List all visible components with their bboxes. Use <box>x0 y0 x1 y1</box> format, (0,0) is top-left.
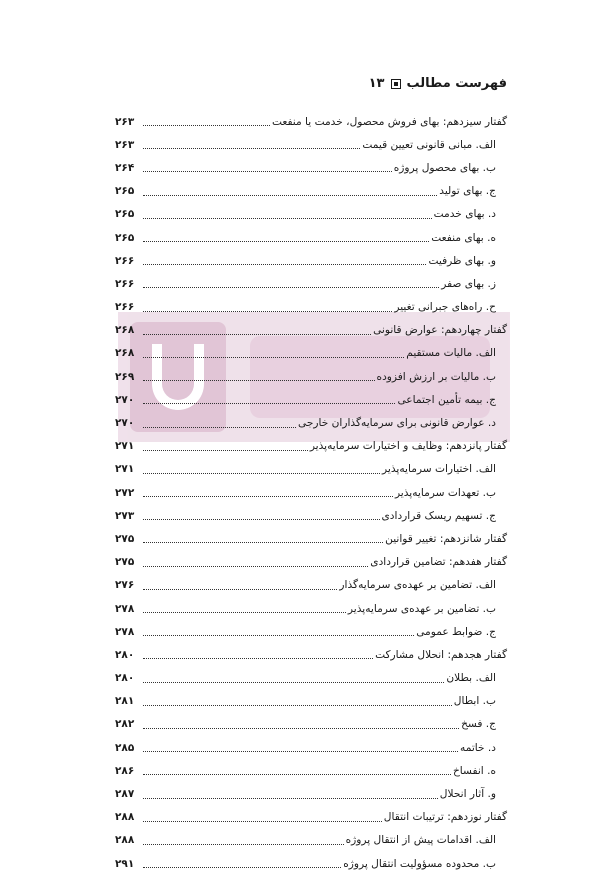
toc-dot-leader <box>143 264 426 265</box>
toc-entry <box>115 411 507 434</box>
toc-entry-page: ۲۷۶ <box>115 579 135 592</box>
toc-entry <box>115 852 507 875</box>
toc-entry <box>115 342 507 365</box>
toc-entry-title: ب. تضامین بر عهده‌ی سرمایه‌پذیر <box>347 602 496 615</box>
toc-entry-page: ۲۸۷ <box>115 788 135 801</box>
toc-entry-title: ب. تعهدات سرمایه‌پذیر <box>394 486 496 499</box>
toc-dot-leader <box>143 496 393 497</box>
toc-entry-page: ۲۶۶ <box>115 277 135 290</box>
toc-dot-leader <box>143 450 308 451</box>
toc-entry-title: گفتار سیزدهم: بهای فروش محصول، خدمت یا منفعت <box>271 115 507 128</box>
toc-dot-leader <box>143 612 346 613</box>
running-header <box>369 76 507 91</box>
toc-entry <box>115 249 507 272</box>
toc-entry-title: الف. اختیارات سرمایه‌پذیر <box>382 463 496 476</box>
toc-entry-title: د. عوارض قانونی برای سرمایه‌گذاران خارجی <box>297 417 496 430</box>
toc-entry-page: ۲۶۳ <box>115 138 135 151</box>
toc-entry-page: ۲۷۵ <box>115 556 135 569</box>
toc-dot-leader <box>143 798 438 799</box>
toc-dot-leader <box>143 519 380 520</box>
toc-entry <box>115 829 507 852</box>
toc-entry-page: ۲۶۵ <box>115 185 135 198</box>
toc-entry-page: ۲۸۸ <box>115 811 135 824</box>
toc-entry-title: گفتار شانزدهم: تغییر قوانین <box>385 532 507 545</box>
toc-entry-page: ۲۸۶ <box>115 764 135 777</box>
toc-entry <box>115 319 507 342</box>
toc-dot-leader <box>143 241 429 242</box>
toc-entry <box>115 782 507 805</box>
toc-entry-title: ب. بهای محصول پروژه <box>393 161 496 174</box>
toc-entry-page: ۲۶۸ <box>115 347 135 360</box>
toc-entry-page: ۲۸۸ <box>115 834 135 847</box>
table-of-contents <box>115 110 507 875</box>
toc-entry-title: گفتار نوزدهم: ترتیبات انتقال <box>383 811 507 824</box>
toc-dot-leader <box>143 380 375 381</box>
toc-dot-leader <box>143 148 360 149</box>
toc-entry-title: ج. تسهیم ریسک قراردادی <box>381 509 496 522</box>
toc-entry-title: ج. ضوابط عمومی <box>416 625 496 638</box>
toc-entry <box>115 690 507 713</box>
toc-entry-title: و. بهای ظرفیت <box>428 254 496 267</box>
toc-dot-leader <box>143 287 439 288</box>
toc-entry <box>115 643 507 666</box>
toc-entry <box>115 481 507 504</box>
toc-entry <box>115 388 507 411</box>
toc-entry-title: ج. فسخ <box>461 718 496 731</box>
toc-dot-leader <box>143 635 414 636</box>
toc-dot-leader <box>143 682 444 683</box>
toc-entry <box>115 551 507 574</box>
toc-entry-page: ۲۹۱ <box>115 857 135 870</box>
toc-dot-leader <box>143 566 368 567</box>
toc-entry-title: الف. مالیات مستقیم <box>406 347 496 360</box>
toc-entry-page: ۲۷۵ <box>115 532 135 545</box>
toc-entry-page: ۲۷۱ <box>115 463 135 476</box>
toc-dot-leader <box>143 311 392 312</box>
toc-dot-leader <box>143 821 382 822</box>
toc-entry-title: ه. بهای منفعت <box>431 231 496 244</box>
toc-entry-title: ب. مالیات بر ارزش افزوده <box>376 370 496 383</box>
toc-entry <box>115 203 507 226</box>
toc-entry-page: ۲۶۹ <box>115 370 135 383</box>
toc-dot-leader <box>143 867 341 868</box>
toc-entry-title: الف. بطلان <box>446 672 496 685</box>
toc-dot-leader <box>143 427 296 428</box>
toc-entry <box>115 458 507 481</box>
toc-entry-title: د. خاتمه <box>460 741 496 754</box>
toc-dot-leader <box>143 844 344 845</box>
toc-entry <box>115 365 507 388</box>
toc-entry <box>115 620 507 643</box>
toc-dot-leader <box>143 751 458 752</box>
toc-entry-page: ۲۶۳ <box>115 115 135 128</box>
toc-entry-title: گفتار هفدهم: تضامین قراردادی <box>370 556 507 569</box>
toc-entry <box>115 806 507 829</box>
toc-entry-page: ۲۶۶ <box>115 254 135 267</box>
toc-entry-title: د. بهای خدمت <box>433 208 496 221</box>
toc-entry <box>115 504 507 527</box>
toc-entry-title: ب. محدوده مسؤولیت انتقال پروژه <box>343 857 496 870</box>
toc-entry-page: ۲۸۰ <box>115 672 135 685</box>
toc-dot-leader <box>143 728 459 729</box>
toc-entry-page: ۲۷۰ <box>115 417 135 430</box>
toc-dot-leader <box>143 171 392 172</box>
toc-entry-title: ج. بهای تولید <box>439 185 496 198</box>
toc-dot-leader <box>143 705 452 706</box>
toc-entry-page: ۲۸۲ <box>115 718 135 731</box>
toc-entry <box>115 156 507 179</box>
toc-entry <box>115 296 507 319</box>
header-title: فهرست مطالب <box>406 76 507 91</box>
toc-dot-leader <box>143 357 404 358</box>
toc-entry <box>115 527 507 550</box>
toc-dot-leader <box>143 125 270 126</box>
square-bullet-icon <box>391 79 401 89</box>
toc-entry <box>115 597 507 620</box>
toc-dot-leader <box>143 334 371 335</box>
toc-entry <box>115 574 507 597</box>
toc-entry-page: ۲۶۸ <box>115 324 135 337</box>
toc-dot-leader <box>143 589 337 590</box>
toc-entry <box>115 759 507 782</box>
toc-entry-page: ۲۶۵ <box>115 231 135 244</box>
toc-dot-leader <box>143 473 380 474</box>
toc-entry-page: ۲۷۳ <box>115 509 135 522</box>
toc-entry <box>115 226 507 249</box>
toc-entry-page: ۲۷۱ <box>115 440 135 453</box>
toc-entry-page: ۲۷۰ <box>115 393 135 406</box>
toc-entry-title: الف. تضامین بر عهده‌ی سرمایه‌گذار <box>339 579 496 592</box>
toc-entry-title: گفتار چهاردهم: عوارض قانونی <box>373 324 507 337</box>
toc-entry-page: ۲۸۰ <box>115 648 135 661</box>
toc-entry-page: ۲۶۵ <box>115 208 135 221</box>
toc-entry <box>115 736 507 759</box>
toc-dot-leader <box>143 403 395 404</box>
toc-entry-title: الف. اقدامات پیش از انتقال پروژه <box>345 834 496 847</box>
toc-entry-title: الف. مبانی قانونی تعیین قیمت <box>362 138 496 151</box>
toc-dot-leader <box>143 542 383 543</box>
toc-entry <box>115 435 507 458</box>
toc-dot-leader <box>143 658 373 659</box>
toc-entry <box>115 713 507 736</box>
toc-entry-page: ۲۸۵ <box>115 741 135 754</box>
toc-entry-title: گفتار پانزدهم: وظایف و اختیارات سرمایه‌پذیر <box>309 440 507 453</box>
header-page-number: ۱۳ <box>368 76 385 91</box>
toc-entry-page: ۲۷۲ <box>115 486 135 499</box>
toc-entry-title: ز. بهای صفر <box>441 277 496 290</box>
toc-entry-title: گفتار هجدهم: انحلال مشارکت <box>375 648 507 661</box>
toc-entry-page: ۲۷۸ <box>115 602 135 615</box>
toc-entry-page: ۲۶۴ <box>115 161 135 174</box>
toc-entry <box>115 110 507 133</box>
toc-entry <box>115 133 507 156</box>
toc-dot-leader <box>143 218 432 219</box>
toc-entry <box>115 180 507 203</box>
toc-entry-title: ح. راه‌های جبرانی تغییر <box>394 301 496 314</box>
toc-entry-title: ب. ابطال <box>453 695 496 708</box>
toc-entry-title: ج. بیمه تأمین اجتماعی <box>397 393 496 406</box>
toc-entry-title: و. آثار انحلال <box>439 788 496 801</box>
toc-entry <box>115 667 507 690</box>
toc-entry-page: ۲۸۱ <box>115 695 135 708</box>
toc-entry <box>115 272 507 295</box>
toc-dot-leader <box>143 195 437 196</box>
toc-dot-leader <box>143 774 451 775</box>
toc-entry-page: ۲۷۸ <box>115 625 135 638</box>
toc-entry-title: ه. انفساخ <box>452 764 496 777</box>
toc-entry-page: ۲۶۶ <box>115 301 135 314</box>
